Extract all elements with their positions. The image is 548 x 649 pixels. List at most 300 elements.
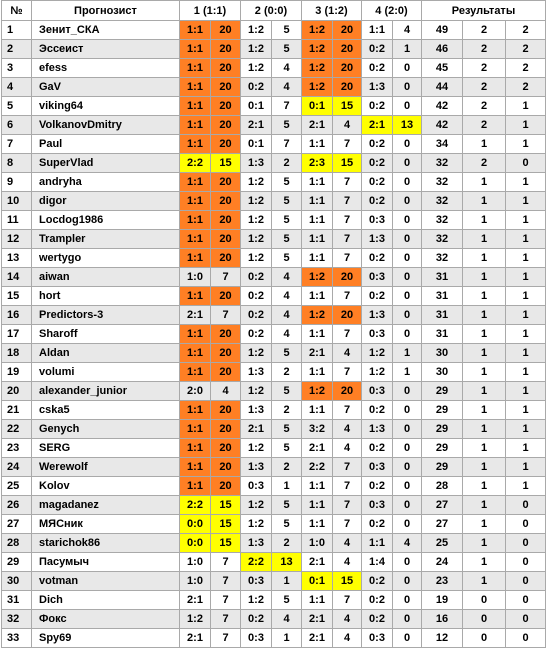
match-4-score: 1:2 — [362, 344, 393, 363]
result-total: 25 — [422, 534, 463, 553]
match-4-score: 1:3 — [362, 420, 393, 439]
player-name: Predictors-3 — [32, 306, 180, 325]
match-1-points: 4 — [211, 382, 241, 401]
match-3-score: 0:1 — [302, 97, 333, 116]
match-1-points: 20 — [211, 21, 241, 40]
match-3-score: 1:1 — [302, 135, 333, 154]
match-2-points: 5 — [272, 420, 302, 439]
header-match-2: 2 (0:0) — [241, 1, 302, 21]
table-row — [2, 192, 546, 211]
match-3-points: 20 — [333, 40, 362, 59]
match-2-score: 1:2 — [241, 439, 272, 458]
match-4-score: 1:1 — [362, 534, 393, 553]
result-col-2: 1 — [463, 268, 506, 287]
match-4-points: 0 — [393, 496, 422, 515]
match-3-points: 7 — [333, 192, 362, 211]
table-row — [2, 154, 546, 173]
match-1-points: 20 — [211, 363, 241, 382]
result-total: 32 — [422, 154, 463, 173]
match-1-score: 1:1 — [180, 97, 211, 116]
row-number: 13 — [2, 249, 32, 268]
match-1-score: 1:1 — [180, 325, 211, 344]
match-3-points: 7 — [333, 591, 362, 610]
result-total: 32 — [422, 230, 463, 249]
match-1-points: 20 — [211, 420, 241, 439]
header-match-4: 4 (2:0) — [362, 1, 422, 21]
match-2-score: 1:2 — [241, 230, 272, 249]
match-4-points: 0 — [393, 553, 422, 572]
result-total: 30 — [422, 344, 463, 363]
match-3-points: 7 — [333, 458, 362, 477]
match-1-points: 15 — [211, 534, 241, 553]
result-col-3: 1 — [506, 135, 546, 154]
match-4-points: 0 — [393, 249, 422, 268]
player-name: Пасумыч — [32, 553, 180, 572]
match-2-score: 1:2 — [241, 40, 272, 59]
match-3-score: 1:2 — [302, 382, 333, 401]
match-3-points: 4 — [333, 534, 362, 553]
match-3-score: 2:1 — [302, 629, 333, 648]
table-row — [2, 363, 546, 382]
result-total: 44 — [422, 78, 463, 97]
match-1-points: 20 — [211, 325, 241, 344]
match-1-score: 1:0 — [180, 268, 211, 287]
match-4-points: 0 — [393, 211, 422, 230]
match-2-points: 7 — [272, 97, 302, 116]
player-name: Genych — [32, 420, 180, 439]
match-2-score: 2:2 — [241, 553, 272, 572]
result-total: 29 — [422, 382, 463, 401]
table-row — [2, 268, 546, 287]
row-number: 2 — [2, 40, 32, 59]
match-4-points: 0 — [393, 173, 422, 192]
table-row — [2, 211, 546, 230]
match-4-points: 0 — [393, 135, 422, 154]
result-total: 28 — [422, 477, 463, 496]
match-2-score: 1:2 — [241, 382, 272, 401]
result-col-2: 1 — [463, 325, 506, 344]
match-4-score: 0:2 — [362, 97, 393, 116]
match-4-points: 0 — [393, 268, 422, 287]
match-4-points: 1 — [393, 344, 422, 363]
match-2-score: 1:2 — [241, 515, 272, 534]
result-total: 42 — [422, 116, 463, 135]
table-row — [2, 287, 546, 306]
match-4-points: 0 — [393, 154, 422, 173]
match-4-points: 0 — [393, 515, 422, 534]
match-2-points: 5 — [272, 591, 302, 610]
match-2-score: 1:2 — [241, 344, 272, 363]
row-number: 7 — [2, 135, 32, 154]
result-total: 27 — [422, 496, 463, 515]
player-name: starichok86 — [32, 534, 180, 553]
result-col-2: 2 — [463, 154, 506, 173]
result-total: 30 — [422, 363, 463, 382]
player-name: Trampler — [32, 230, 180, 249]
match-3-points: 15 — [333, 97, 362, 116]
row-number: 19 — [2, 363, 32, 382]
match-1-score: 1:1 — [180, 344, 211, 363]
player-name: VolkanovDmitry — [32, 116, 180, 135]
match-1-points: 20 — [211, 59, 241, 78]
result-col-3: 2 — [506, 59, 546, 78]
match-4-points: 13 — [393, 116, 422, 135]
match-2-score: 1:2 — [241, 249, 272, 268]
result-col-2: 1 — [463, 477, 506, 496]
result-total: 19 — [422, 591, 463, 610]
match-3-points: 4 — [333, 553, 362, 572]
match-2-points: 5 — [272, 173, 302, 192]
match-2-score: 1:2 — [241, 21, 272, 40]
row-number: 23 — [2, 439, 32, 458]
result-total: 31 — [422, 287, 463, 306]
row-number: 27 — [2, 515, 32, 534]
match-4-points: 0 — [393, 477, 422, 496]
match-2-points: 5 — [272, 496, 302, 515]
result-col-2: 2 — [463, 40, 506, 59]
match-4-score: 0:2 — [362, 401, 393, 420]
match-3-points: 4 — [333, 116, 362, 135]
header-row — [2, 1, 546, 21]
result-col-2: 1 — [463, 553, 506, 572]
match-2-points: 4 — [272, 78, 302, 97]
match-3-points: 7 — [333, 325, 362, 344]
match-2-points: 5 — [272, 21, 302, 40]
match-4-score: 0:2 — [362, 287, 393, 306]
match-4-score: 0:2 — [362, 154, 393, 173]
match-1-score: 1:1 — [180, 40, 211, 59]
result-col-3: 1 — [506, 287, 546, 306]
match-1-score: 1:1 — [180, 420, 211, 439]
match-2-points: 5 — [272, 515, 302, 534]
match-3-points: 20 — [333, 306, 362, 325]
row-number: 26 — [2, 496, 32, 515]
match-2-score: 1:2 — [241, 59, 272, 78]
player-name: andryha — [32, 173, 180, 192]
header-num: № — [2, 1, 32, 21]
result-total: 29 — [422, 401, 463, 420]
player-name: Sharoff — [32, 325, 180, 344]
player-name: aiwan — [32, 268, 180, 287]
match-4-points: 1 — [393, 363, 422, 382]
result-col-3: 0 — [506, 496, 546, 515]
match-2-score: 1:2 — [241, 211, 272, 230]
match-1-points: 20 — [211, 458, 241, 477]
match-3-score: 1:1 — [302, 249, 333, 268]
match-4-score: 0:3 — [362, 325, 393, 344]
row-number: 17 — [2, 325, 32, 344]
result-col-3: 0 — [506, 610, 546, 629]
table-row — [2, 534, 546, 553]
result-col-2: 0 — [463, 610, 506, 629]
match-3-points: 7 — [333, 287, 362, 306]
table-row — [2, 78, 546, 97]
row-number: 9 — [2, 173, 32, 192]
result-col-3: 1 — [506, 306, 546, 325]
match-2-score: 1:2 — [241, 591, 272, 610]
match-1-points: 20 — [211, 97, 241, 116]
match-2-score: 0:3 — [241, 477, 272, 496]
table-row — [2, 135, 546, 154]
match-1-score: 1:1 — [180, 477, 211, 496]
table-row — [2, 439, 546, 458]
match-2-score: 0:2 — [241, 268, 272, 287]
match-2-points: 2 — [272, 401, 302, 420]
result-col-2: 2 — [463, 59, 506, 78]
match-4-score: 1:1 — [362, 21, 393, 40]
match-2-points: 4 — [272, 306, 302, 325]
match-2-points: 2 — [272, 154, 302, 173]
match-1-points: 20 — [211, 40, 241, 59]
match-4-score: 0:2 — [362, 135, 393, 154]
match-2-points: 1 — [272, 629, 302, 648]
result-col-3: 1 — [506, 268, 546, 287]
match-2-points: 4 — [272, 268, 302, 287]
table-row — [2, 230, 546, 249]
match-3-score: 1:2 — [302, 59, 333, 78]
match-1-points: 7 — [211, 572, 241, 591]
row-number: 22 — [2, 420, 32, 439]
result-col-3: 2 — [506, 21, 546, 40]
match-3-score: 1:1 — [302, 173, 333, 192]
player-name: Locdog1986 — [32, 211, 180, 230]
match-3-points: 4 — [333, 439, 362, 458]
table-row — [2, 496, 546, 515]
match-3-score: 1:0 — [302, 534, 333, 553]
match-1-score: 1:1 — [180, 78, 211, 97]
match-2-points: 5 — [272, 230, 302, 249]
match-1-points: 7 — [211, 306, 241, 325]
table-row — [2, 249, 546, 268]
match-3-score: 2:3 — [302, 154, 333, 173]
match-1-score: 1:1 — [180, 116, 211, 135]
match-4-points: 4 — [393, 534, 422, 553]
match-4-score: 0:2 — [362, 572, 393, 591]
match-4-score: 1:4 — [362, 553, 393, 572]
match-3-score: 1:1 — [302, 477, 333, 496]
row-number: 16 — [2, 306, 32, 325]
match-4-points: 0 — [393, 610, 422, 629]
match-2-score: 1:2 — [241, 192, 272, 211]
match-1-points: 15 — [211, 496, 241, 515]
row-number: 32 — [2, 610, 32, 629]
match-2-points: 5 — [272, 249, 302, 268]
match-1-score: 1:1 — [180, 287, 211, 306]
row-number: 18 — [2, 344, 32, 363]
result-col-3: 1 — [506, 249, 546, 268]
match-2-points: 5 — [272, 211, 302, 230]
match-4-score: 0:2 — [362, 59, 393, 78]
result-total: 16 — [422, 610, 463, 629]
match-4-points: 0 — [393, 230, 422, 249]
result-col-3: 2 — [506, 78, 546, 97]
table-row — [2, 382, 546, 401]
player-name: Dich — [32, 591, 180, 610]
match-2-score: 0:2 — [241, 610, 272, 629]
result-col-2: 1 — [463, 534, 506, 553]
result-col-2: 1 — [463, 363, 506, 382]
table-row — [2, 629, 546, 648]
match-4-score: 1:3 — [362, 230, 393, 249]
match-2-points: 4 — [272, 287, 302, 306]
result-col-3: 1 — [506, 116, 546, 135]
match-3-score: 2:1 — [302, 439, 333, 458]
match-4-points: 0 — [393, 97, 422, 116]
match-3-points: 20 — [333, 78, 362, 97]
row-number: 4 — [2, 78, 32, 97]
match-4-score: 0:3 — [362, 211, 393, 230]
table-row — [2, 59, 546, 78]
match-2-score: 0:2 — [241, 325, 272, 344]
result-col-2: 2 — [463, 116, 506, 135]
match-3-points: 20 — [333, 21, 362, 40]
result-total: 46 — [422, 40, 463, 59]
match-4-points: 0 — [393, 591, 422, 610]
match-1-points: 20 — [211, 116, 241, 135]
match-3-points: 7 — [333, 249, 362, 268]
match-3-points: 7 — [333, 135, 362, 154]
match-2-points: 5 — [272, 192, 302, 211]
match-1-points: 15 — [211, 515, 241, 534]
match-2-points: 5 — [272, 40, 302, 59]
match-3-score: 2:1 — [302, 553, 333, 572]
result-total: 31 — [422, 325, 463, 344]
result-col-3: 1 — [506, 230, 546, 249]
match-4-score: 0:3 — [362, 458, 393, 477]
row-number: 5 — [2, 97, 32, 116]
match-1-score: 2:1 — [180, 591, 211, 610]
match-1-points: 7 — [211, 610, 241, 629]
match-4-points: 0 — [393, 439, 422, 458]
match-3-score: 1:2 — [302, 306, 333, 325]
table-row — [2, 477, 546, 496]
match-2-score: 1:3 — [241, 154, 272, 173]
result-col-3: 1 — [506, 420, 546, 439]
result-col-3: 0 — [506, 629, 546, 648]
result-col-3: 1 — [506, 173, 546, 192]
match-1-score: 1:0 — [180, 572, 211, 591]
player-name: viking64 — [32, 97, 180, 116]
row-number: 28 — [2, 534, 32, 553]
match-4-score: 1:2 — [362, 363, 393, 382]
result-col-3: 1 — [506, 97, 546, 116]
result-col-2: 2 — [463, 78, 506, 97]
table-row — [2, 116, 546, 135]
result-total: 24 — [422, 553, 463, 572]
match-1-score: 2:1 — [180, 306, 211, 325]
row-number: 30 — [2, 572, 32, 591]
match-1-points: 20 — [211, 135, 241, 154]
player-name: SuperVlad — [32, 154, 180, 173]
match-3-points: 4 — [333, 629, 362, 648]
table-row — [2, 306, 546, 325]
match-1-points: 7 — [211, 553, 241, 572]
result-total: 32 — [422, 211, 463, 230]
match-2-points: 7 — [272, 135, 302, 154]
match-1-points: 20 — [211, 344, 241, 363]
match-3-points: 7 — [333, 515, 362, 534]
match-1-points: 20 — [211, 78, 241, 97]
row-number: 6 — [2, 116, 32, 135]
result-col-2: 1 — [463, 173, 506, 192]
match-1-score: 1:1 — [180, 458, 211, 477]
result-col-3: 1 — [506, 477, 546, 496]
match-2-points: 13 — [272, 553, 302, 572]
match-1-score: 1:1 — [180, 401, 211, 420]
result-total: 34 — [422, 135, 463, 154]
match-4-points: 0 — [393, 306, 422, 325]
match-2-score: 2:1 — [241, 116, 272, 135]
match-1-score: 0:0 — [180, 515, 211, 534]
player-name: Эссеист — [32, 40, 180, 59]
match-4-score: 0:2 — [362, 610, 393, 629]
row-number: 29 — [2, 553, 32, 572]
match-3-score: 1:2 — [302, 268, 333, 287]
result-total: 31 — [422, 268, 463, 287]
match-3-points: 15 — [333, 572, 362, 591]
match-1-score: 1:1 — [180, 59, 211, 78]
result-col-3: 1 — [506, 325, 546, 344]
match-2-points: 2 — [272, 458, 302, 477]
match-4-points: 0 — [393, 629, 422, 648]
result-total: 12 — [422, 629, 463, 648]
header-results: Результаты — [422, 1, 546, 21]
match-4-score: 2:1 — [362, 116, 393, 135]
match-2-points: 2 — [272, 534, 302, 553]
match-2-points: 1 — [272, 477, 302, 496]
row-number: 3 — [2, 59, 32, 78]
match-4-score: 0:2 — [362, 249, 393, 268]
table-row — [2, 21, 546, 40]
match-2-points: 4 — [272, 59, 302, 78]
player-name: Paul — [32, 135, 180, 154]
match-3-score: 1:1 — [302, 192, 333, 211]
match-3-points: 4 — [333, 344, 362, 363]
table-row — [2, 401, 546, 420]
table-row — [2, 344, 546, 363]
match-2-points: 4 — [272, 610, 302, 629]
result-total: 49 — [422, 21, 463, 40]
match-4-points: 0 — [393, 192, 422, 211]
match-4-points: 0 — [393, 59, 422, 78]
result-col-2: 1 — [463, 382, 506, 401]
result-col-2: 1 — [463, 496, 506, 515]
result-col-2: 1 — [463, 572, 506, 591]
match-2-score: 0:2 — [241, 78, 272, 97]
match-2-score: 0:2 — [241, 306, 272, 325]
result-total: 29 — [422, 439, 463, 458]
match-4-score: 0:3 — [362, 268, 393, 287]
match-2-score: 1:2 — [241, 496, 272, 515]
row-number: 24 — [2, 458, 32, 477]
row-number: 1 — [2, 21, 32, 40]
result-col-2: 0 — [463, 629, 506, 648]
table-row — [2, 515, 546, 534]
result-col-3: 0 — [506, 534, 546, 553]
match-3-score: 1:2 — [302, 40, 333, 59]
result-total: 42 — [422, 97, 463, 116]
match-1-points: 15 — [211, 154, 241, 173]
result-col-3: 0 — [506, 154, 546, 173]
match-2-points: 5 — [272, 439, 302, 458]
result-col-2: 2 — [463, 97, 506, 116]
match-4-points: 4 — [393, 21, 422, 40]
table-row — [2, 173, 546, 192]
player-name: Spy69 — [32, 629, 180, 648]
match-3-score: 1:1 — [302, 211, 333, 230]
match-4-score: 0:2 — [362, 591, 393, 610]
table-body — [2, 21, 546, 648]
